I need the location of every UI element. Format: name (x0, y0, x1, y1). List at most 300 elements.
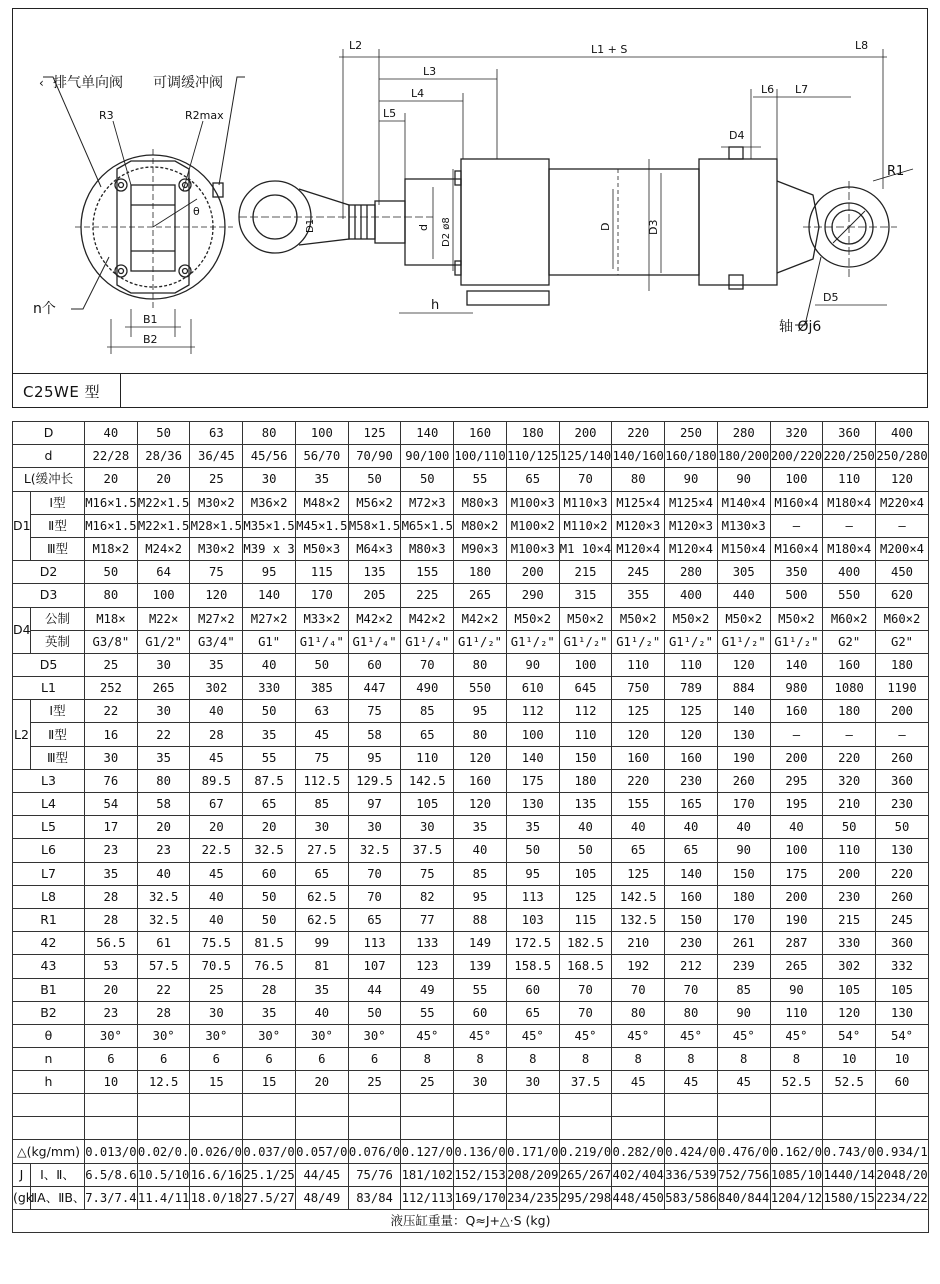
table-cell: 25.1/25 (243, 1163, 296, 1186)
table-cell: 402/404 (612, 1163, 665, 1186)
table-cell: 35 (137, 746, 190, 769)
dim-bore-d: D (599, 222, 612, 231)
row-label: D2 (13, 561, 85, 584)
table-cell: 45/56 (243, 445, 296, 468)
row-label: R1 (13, 908, 85, 931)
table-cell: 447 (348, 677, 401, 700)
table-cell: 0.127/0 (401, 1140, 454, 1163)
table-cell: 80 (612, 468, 665, 491)
table-cell: 45° (401, 1024, 454, 1047)
table-cell: 336/539 (665, 1163, 718, 1186)
table-cell: 220 (876, 862, 929, 885)
table-cell: 150 (717, 862, 770, 885)
model-label: C25WE 型 (23, 383, 101, 401)
table-cell: 208/209 (506, 1163, 559, 1186)
table-cell: 45° (506, 1024, 559, 1047)
table-cell: 54 (85, 793, 138, 816)
table-cell: M180×4 (823, 537, 876, 560)
table-cell: 0.057/0 (295, 1140, 348, 1163)
table-cell: 36/45 (190, 445, 243, 468)
table-cell: 77 (401, 908, 454, 931)
table-row (13, 584, 929, 607)
table-cell: 17 (85, 816, 138, 839)
table-cell: 89.5 (190, 769, 243, 792)
table-cell: M33×2 (295, 607, 348, 630)
dim-d1: D1 (305, 218, 316, 233)
blank-row (13, 1094, 929, 1117)
table-cell: G1¹/₂" (665, 630, 718, 653)
table-cell: 65 (612, 839, 665, 862)
table-cell: 1580/15 (823, 1186, 876, 1209)
table-cell: 0.743/0 (823, 1140, 876, 1163)
table-cell: G2" (823, 630, 876, 653)
table-cell: 28 (190, 723, 243, 746)
table-cell: M60×2 (823, 607, 876, 630)
table-cell: 160 (665, 746, 718, 769)
table-cell: 90 (770, 978, 823, 1001)
blank-cell (506, 1117, 559, 1140)
table-cell: 58 (348, 723, 401, 746)
table-cell: 30 (506, 1071, 559, 1094)
table-cell: 750 (612, 677, 665, 700)
table-cell: 125 (612, 700, 665, 723)
table-cell: 142.5 (612, 885, 665, 908)
table-cell: 215 (823, 908, 876, 931)
table-cell: 75 (295, 746, 348, 769)
spec-table-body (13, 422, 929, 1233)
table-cell: 62.5 (295, 885, 348, 908)
dim-d4: D4 (729, 129, 745, 142)
table-cell: 50 (348, 468, 401, 491)
blank-cell (717, 1094, 770, 1117)
row-group-label: D4 (13, 607, 31, 653)
spec-table (12, 421, 929, 1233)
table-cell: 158.5 (506, 955, 559, 978)
table-cell: 50 (243, 908, 296, 931)
blank-cell (770, 1117, 823, 1140)
table-cell: 182.5 (559, 932, 612, 955)
row-label: Ⅲ型 (31, 746, 85, 769)
drawing-frame (12, 8, 928, 408)
table-cell: 40 (770, 816, 823, 839)
blank-cell (559, 1094, 612, 1117)
table-row (13, 561, 929, 584)
row-label: 公制 (31, 607, 85, 630)
table-cell: 133 (401, 932, 454, 955)
table-cell: M200×4 (876, 537, 929, 560)
cushion-valve-label: 可调缓冲阀 (153, 75, 223, 91)
table-cell: 160 (823, 653, 876, 676)
table-cell: 70 (559, 1001, 612, 1024)
table-cell: 70 (612, 978, 665, 1001)
table-cell: G1¹/₂" (612, 630, 665, 653)
table-cell: 15 (190, 1071, 243, 1094)
table-cell: 160 (665, 885, 718, 908)
table-cell: 40 (190, 700, 243, 723)
table-cell: 1085/10 (770, 1163, 823, 1186)
table-cell: G1¹/₂" (559, 630, 612, 653)
blank-cell (137, 1117, 190, 1140)
table-cell: 67 (190, 793, 243, 816)
table-cell: 140 (243, 584, 296, 607)
table-cell: 50 (348, 1001, 401, 1024)
blank-cell (348, 1117, 401, 1140)
dim-d5: D5 (823, 291, 839, 304)
table-cell: M120×4 (665, 537, 718, 560)
table-cell: 113 (506, 885, 559, 908)
table-cell: 35 (454, 816, 507, 839)
blank-cell (559, 1117, 612, 1140)
table-cell: 225 (401, 584, 454, 607)
blank-cell (401, 1117, 454, 1140)
dim-l6: L6 (761, 83, 775, 96)
table-cell: 355 (612, 584, 665, 607)
table-cell: G1" (243, 630, 296, 653)
table-cell: 50 (559, 839, 612, 862)
table-cell: 6 (137, 1048, 190, 1071)
table-cell: M120×4 (612, 537, 665, 560)
table-cell: 80 (665, 1001, 718, 1024)
table-cell: 175 (506, 769, 559, 792)
table-cell: 302 (823, 955, 876, 978)
table-cell: 0.162/0 (770, 1140, 823, 1163)
blank-cell (454, 1117, 507, 1140)
table-cell: 448/450 (612, 1186, 665, 1209)
table-cell: M16×1.5 (85, 514, 138, 537)
dim-l2: L2 (349, 39, 363, 52)
table-cell: 22 (137, 978, 190, 1001)
table-cell: – (770, 514, 823, 537)
table-cell: 120 (190, 584, 243, 607)
table-cell: G3/8" (85, 630, 138, 653)
row-label: L3 (13, 769, 85, 792)
table-cell: 90 (717, 468, 770, 491)
dim-theta: θ (193, 205, 200, 218)
table-cell: 50 (137, 422, 190, 445)
table-cell: 150 (559, 746, 612, 769)
row-label: L7 (13, 862, 85, 885)
table-cell: M30×2 (190, 491, 243, 514)
table-cell: 70 (348, 885, 401, 908)
table-cell: 160 (770, 700, 823, 723)
table-cell: M120×3 (665, 514, 718, 537)
row-label: ⅡA、ⅡB、 (31, 1186, 85, 1209)
table-cell: 45° (770, 1024, 823, 1047)
table-cell: 0.02/0. (137, 1140, 190, 1163)
table-cell: 32.5 (137, 908, 190, 931)
table-cell: 400 (823, 561, 876, 584)
table-cell: G1/2" (137, 630, 190, 653)
table-cell: M28×1.5 (190, 514, 243, 537)
table-cell: 30° (85, 1024, 138, 1047)
table-cell: 65 (506, 1001, 559, 1024)
table-cell: 100 (506, 723, 559, 746)
table-cell: 620 (876, 584, 929, 607)
table-cell: 230 (665, 769, 718, 792)
table-cell: 30° (295, 1024, 348, 1047)
table-cell: 80 (85, 584, 138, 607)
table-cell: 30 (137, 700, 190, 723)
table-cell: 0.136/0 (454, 1140, 507, 1163)
table-cell: 110 (665, 653, 718, 676)
table-cell: 180/200 (717, 445, 770, 468)
row-label: L6 (13, 839, 85, 862)
table-cell: 200 (770, 746, 823, 769)
table-cell: 302 (190, 677, 243, 700)
table-cell: 139 (454, 955, 507, 978)
table-cell: 100 (137, 584, 190, 607)
table-cell: 0.013/0 (85, 1140, 138, 1163)
blank-cell (13, 1117, 85, 1140)
table-cell: G2" (876, 630, 929, 653)
table-cell: 28 (137, 1001, 190, 1024)
table-cell: – (823, 514, 876, 537)
table-cell: 60 (876, 1071, 929, 1094)
table-cell: 27.5/27 (243, 1186, 296, 1209)
table-cell: 1190 (876, 677, 929, 700)
table-cell: 0.076/0 (348, 1140, 401, 1163)
table-cell: G1¹/₂" (770, 630, 823, 653)
table-cell: M60×2 (876, 607, 929, 630)
table-cell: M48×2 (295, 491, 348, 514)
table-cell: 450 (876, 561, 929, 584)
table-cell: 125 (348, 422, 401, 445)
table-cell: 8 (401, 1048, 454, 1071)
table-cell: 95 (348, 746, 401, 769)
table-cell: 205 (348, 584, 401, 607)
table-cell: 40 (190, 885, 243, 908)
table-cell: 160 (612, 746, 665, 769)
blank-cell (243, 1094, 296, 1117)
table-cell: 200 (823, 862, 876, 885)
table-cell: 280 (665, 561, 718, 584)
table-cell: 48/49 (295, 1186, 348, 1209)
arrow-left-icon: ‹ (39, 76, 44, 90)
table-cell: 245 (876, 908, 929, 931)
table-cell: 8 (665, 1048, 718, 1071)
blank-cell (85, 1117, 138, 1140)
table-cell: 30 (137, 653, 190, 676)
table-cell: G1¹/₄" (401, 630, 454, 653)
table-cell: M50×3 (295, 537, 348, 560)
table-cell: G1¹/₂" (454, 630, 507, 653)
table-cell: 23 (85, 839, 138, 862)
table-cell: G1¹/₂" (506, 630, 559, 653)
table-cell: 142.5 (401, 769, 454, 792)
table-cell: 105 (401, 793, 454, 816)
blank-cell (454, 1094, 507, 1117)
row-label: Ⅱ型 (31, 514, 85, 537)
table-cell: M1 10×4 (559, 537, 612, 560)
table-cell: 30° (190, 1024, 243, 1047)
table-cell: 40 (717, 816, 770, 839)
table-cell: 20 (295, 1071, 348, 1094)
table-cell: 220 (823, 746, 876, 769)
blank-cell (295, 1117, 348, 1140)
row-label: △(kg/mm) (13, 1140, 85, 1163)
blank-cell (190, 1094, 243, 1117)
table-cell: 180 (717, 885, 770, 908)
table-cell: 75.5 (190, 932, 243, 955)
table-cell: 53 (85, 955, 138, 978)
row-label: h (13, 1071, 85, 1094)
table-cell: M50×2 (559, 607, 612, 630)
table-cell: 140 (401, 422, 454, 445)
table-cell: 120 (454, 793, 507, 816)
table-cell: 90 (665, 468, 718, 491)
table-cell: 40 (612, 816, 665, 839)
table-cell: 210 (823, 793, 876, 816)
table-cell: 45 (190, 746, 243, 769)
row-label: 英制 (31, 630, 85, 653)
table-cell: 40 (85, 422, 138, 445)
table-cell: 37.5 (559, 1071, 612, 1094)
table-cell: 170 (717, 908, 770, 931)
table-cell: 980 (770, 677, 823, 700)
table-cell: 150 (665, 908, 718, 931)
table-cell: 100 (559, 653, 612, 676)
table-row (13, 908, 929, 931)
table-cell: 75 (348, 700, 401, 723)
table-cell: M220×4 (876, 491, 929, 514)
table-cell: M50×2 (612, 607, 665, 630)
table-cell: 8 (612, 1048, 665, 1071)
table-cell: 125 (665, 700, 718, 723)
table-cell: M42×2 (348, 607, 401, 630)
table-cell: 385 (295, 677, 348, 700)
table-cell: 330 (243, 677, 296, 700)
dim-r1: R1 (887, 164, 905, 179)
table-cell: 85 (401, 700, 454, 723)
table-cell: 40 (243, 653, 296, 676)
table-cell: 70/90 (348, 445, 401, 468)
table-cell: M100×3 (506, 491, 559, 514)
table-cell: 287 (770, 932, 823, 955)
table-cell: 0.424/0 (665, 1140, 718, 1163)
table-cell: 22 (85, 700, 138, 723)
table-cell: 30 (401, 816, 454, 839)
table-cell: 82 (401, 885, 454, 908)
table-cell: 90 (717, 1001, 770, 1024)
table-cell: 50 (243, 885, 296, 908)
table-cell: 80 (243, 422, 296, 445)
table-cell: 1204/12 (770, 1186, 823, 1209)
row-label: Ⅰ、Ⅱ、 (31, 1163, 85, 1186)
table-cell: 30° (348, 1024, 401, 1047)
row-label: θ (13, 1024, 85, 1047)
table-cell: 16.6/16 (190, 1163, 243, 1186)
table-cell: M42×2 (401, 607, 454, 630)
table-cell: 70 (348, 862, 401, 885)
table-cell: M80×3 (401, 537, 454, 560)
table-cell: 400 (876, 422, 929, 445)
table-cell: M24×2 (137, 537, 190, 560)
blank-cell (348, 1094, 401, 1117)
table-cell: 50 (243, 700, 296, 723)
table-cell: 129.5 (348, 769, 401, 792)
table-row (13, 1024, 929, 1047)
table-cell: 65 (506, 468, 559, 491)
table-cell: 49 (401, 978, 454, 1001)
table-cell: 65 (348, 908, 401, 931)
cylinder-drawing (13, 9, 929, 409)
table-cell: 245 (612, 561, 665, 584)
table-cell: 60 (454, 1001, 507, 1024)
table-cell: 45 (190, 862, 243, 885)
table-cell: 35 (506, 816, 559, 839)
table-row (13, 677, 929, 700)
table-cell: M100×3 (506, 537, 559, 560)
dim-b1: B1 (143, 313, 158, 326)
table-cell: 140 (717, 700, 770, 723)
table-cell: 15 (243, 1071, 296, 1094)
table-cell: 330 (823, 932, 876, 955)
table-cell: 6 (243, 1048, 296, 1071)
table-cell: 107 (348, 955, 401, 978)
barrel (549, 169, 699, 275)
table-cell: 0.219/0 (559, 1140, 612, 1163)
table-cell: 230 (823, 885, 876, 908)
row-label: D3 (13, 584, 85, 607)
blank-cell (876, 1094, 929, 1117)
table-cell: 295/298 (559, 1186, 612, 1209)
table-cell: 125 (612, 862, 665, 885)
table-cell: M160×4 (770, 537, 823, 560)
table-cell: 95 (506, 862, 559, 885)
table-cell: 88 (454, 908, 507, 931)
table-cell: 135 (559, 793, 612, 816)
table-cell: 583/586 (665, 1186, 718, 1209)
table-cell: 250 (665, 422, 718, 445)
table-cell: 45° (665, 1024, 718, 1047)
table-cell: 76.5 (243, 955, 296, 978)
table-cell: 260 (876, 885, 929, 908)
blank-row (13, 1117, 929, 1140)
table-cell: M80×2 (454, 514, 507, 537)
row-label: B2 (13, 1001, 85, 1024)
table-cell: 10 (85, 1071, 138, 1094)
table-cell: 0.476/0 (717, 1140, 770, 1163)
table-cell: 10.5/10 (137, 1163, 190, 1186)
table-cell: 265 (770, 955, 823, 978)
table-cell: 60 (348, 653, 401, 676)
blank-cell (401, 1094, 454, 1117)
table-cell: 265 (454, 584, 507, 607)
row-group-label: D1 (13, 491, 31, 561)
table-cell: 76 (85, 769, 138, 792)
table-cell: 81.5 (243, 932, 296, 955)
table-cell: 8 (454, 1048, 507, 1071)
table-cell: 130 (717, 723, 770, 746)
table-cell: 239 (717, 955, 770, 978)
table-cell: G1¹/₂" (717, 630, 770, 653)
table-cell: M80×3 (454, 491, 507, 514)
table-cell: 70 (559, 978, 612, 1001)
table-cell: 115 (295, 561, 348, 584)
table-cell: 85 (454, 862, 507, 885)
table-cell: 30 (348, 816, 401, 839)
table-cell: 260 (717, 769, 770, 792)
table-cell: 261 (717, 932, 770, 955)
row-label: B1 (13, 978, 85, 1001)
table-cell: 50 (876, 816, 929, 839)
table-cell: 65 (295, 862, 348, 885)
table-cell: M50×2 (770, 607, 823, 630)
table-cell: 160/180 (665, 445, 718, 468)
row-label: D (13, 422, 85, 445)
blank-cell (665, 1117, 718, 1140)
table-cell: 28 (85, 908, 138, 931)
